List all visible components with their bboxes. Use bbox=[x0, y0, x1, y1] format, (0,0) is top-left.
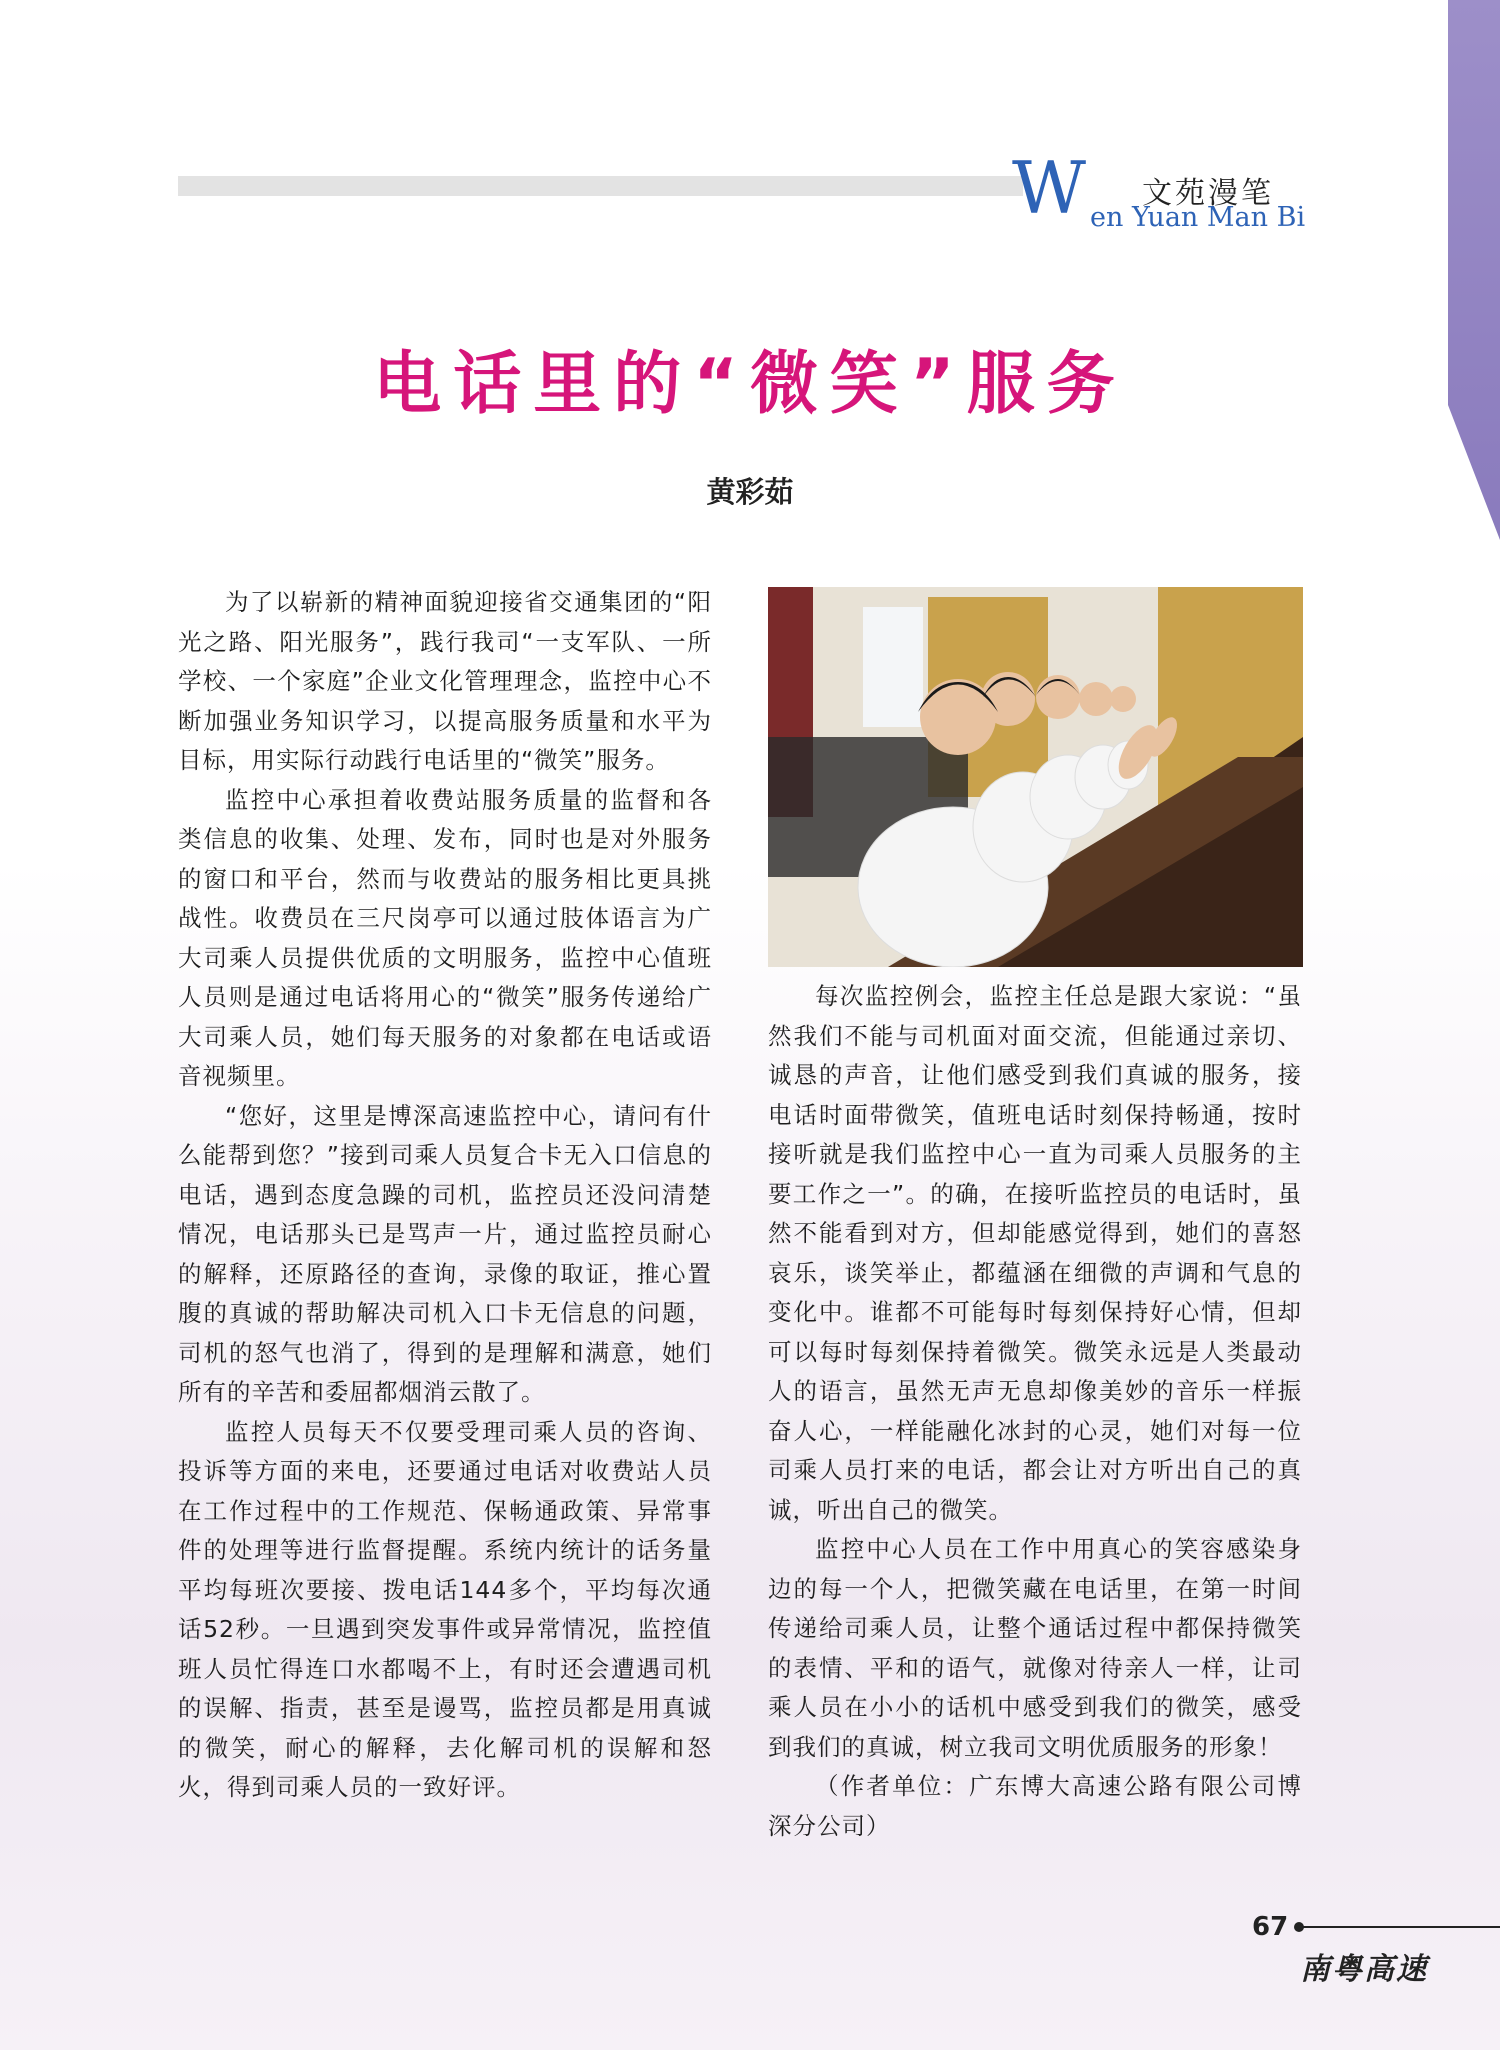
section-name-cn: 文苑漫笔 bbox=[1142, 176, 1274, 211]
staff-photo bbox=[768, 587, 1303, 967]
article-right-column bbox=[768, 977, 1302, 1846]
paragraph: 监控中心承担着收费站服务质量的监督和各类信息的收集、处理、发布，同时也是对外服务的窗口和平台，然而与收费站的服务相比更具挑战性。收费员在三尺岗亭可以通过肢体语言为广大司乘人员提供优质的文明服务，监控中心值班人员则是通过电话将用心的“微笑”服务传递给广大司乘人员，她们每天服务的对象都在电话或语音视频里。 bbox=[178, 785, 712, 1090]
page-number: 67 bbox=[1252, 1912, 1289, 1942]
article-title: 电话里的“微笑”服务 bbox=[373, 345, 1127, 424]
section-name-en: en Yuan Man Bi bbox=[1090, 202, 1306, 233]
author-affiliation: （作者单位：广东博大高速公路有限公司博深分公司） bbox=[768, 1772, 1302, 1840]
article-author: 黄彩茹 bbox=[706, 475, 794, 509]
article-left-column bbox=[178, 583, 712, 1808]
magazine-logo: 南粤高速 bbox=[1300, 1952, 1428, 1987]
section-logo bbox=[1012, 146, 1312, 240]
corner-color-band bbox=[1448, 0, 1500, 540]
paragraph: 监控中心人员在工作中用真心的笑容感染身边的每一个人，把微笑藏在电话里，在第一时间传递给司乘人员，让整个通话过程中都保持微笑的表情、平和的语气，就像对待亲人一样，让司乘人员在小小的话机中感受到我们的微笑，感受到我们的真诚，树立我司文明优质服务的形象！ bbox=[768, 1535, 1302, 1761]
staff-photo-illustration bbox=[768, 587, 1303, 967]
paragraph: “您好，这里是博深高速监控中心，请问有什么能帮到您？”接到司乘人员复合卡无入口信息的电话，遇到态度急躁的司机，监控员还没问清楚情况，电话那头已是骂声一片，通过监控员耐心的解释，还原路径的查询，录像的取证，推心置腹的真诚的帮助解决司机入口卡无信息的问题，司机的怒气也消了，得到的是理解和满意，她们所有的辛苦和委屈都烟消云散了。 bbox=[178, 1101, 712, 1406]
footer-rule bbox=[1298, 1926, 1500, 1928]
section-header-bar bbox=[178, 176, 1023, 196]
paragraph: 监控人员每天不仅要受理司乘人员的咨询、投诉等方面的来电，还要通过电话对收费站人员在工作过程中的工作规范、保畅通政策、异常事件的处理等进行监督提醒。系统内统计的话务量平均每班次要接、拨电话144多个，平均每次通话52秒。一旦遇到突发事件或异常情况，监控值班人员忙得连口水都喝不上，有时还会遭遇司机的误解、指责，甚至是谩骂，监控员都是用真诚的微笑，耐心的解释，去化解司机的误解和怒火，得到司乘人员的一致好评。 bbox=[178, 1417, 712, 1801]
paragraph: 每次监控例会，监控主任总是跟大家说：“虽然我们不能与司机面对面交流，但能通过亲切、诚恳的声音，让他们感受到我们真诚的服务，接电话时面带微笑，值班电话时刻保持畅通，按时接听就是我们监控中心一直为司乘人员服务的主要工作之一”。的确，在接听监控员的电话时，虽然不能看到对方，但却能感觉得到，她们的喜怒哀乐，谈笑举止，都蕴涵在细微的声调和气息的变化中。谁都不可能每时每刻保持好心情，但却可以每时每刻保持着微笑。微笑永远是人类最动人的语言，虽然无声无息却像美妙的音乐一样振奋人心，一样能融化冰封的心灵，她们对每一位司乘人员打来的电话，都会让对方听出自己的真诚，听出自己的微笑。 bbox=[768, 982, 1302, 1524]
paragraph: 为了以崭新的精神面貌迎接省交通集团的“阳光之路、阳光服务”，践行我司“一支军队、一所学校、一个家庭”企业文化管理理念，监控中心不断加强业务知识学习，以提高服务质量和水平为目标，用实际行动践行电话里的“微笑”服务。 bbox=[178, 588, 712, 774]
section-logo-letter: W bbox=[1012, 146, 1087, 230]
